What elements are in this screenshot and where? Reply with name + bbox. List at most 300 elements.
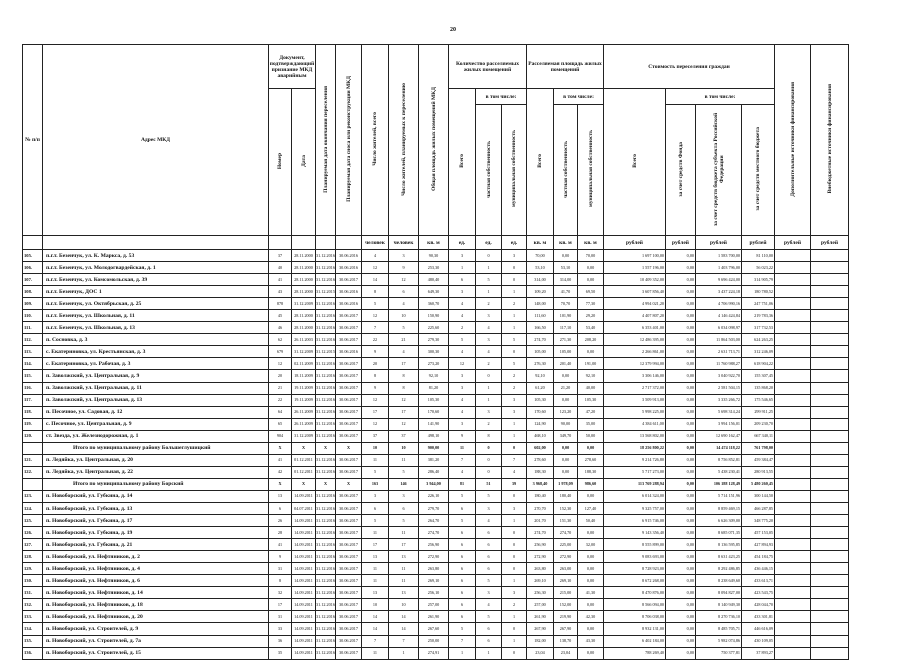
rooms-municipal-cell: 3: [502, 394, 527, 406]
planned-demolition-cell: 30.06.2017: [336, 527, 362, 539]
unit: ед.: [476, 236, 502, 250]
doc-date-cell: 14.09.2011: [292, 587, 316, 599]
area-municipal-cell: 29,20: [578, 310, 604, 322]
doc-date-cell: 28.11.2000: [292, 310, 316, 322]
residents-cell: 4: [362, 250, 389, 262]
area-municipal-cell: 188,30: [578, 466, 604, 478]
nonbudget-cell: [811, 647, 849, 659]
cost-fund-cell: 0,00: [666, 539, 696, 551]
residents-planned-cell: 7: [389, 635, 419, 647]
doc-number-cell: 6: [269, 502, 292, 514]
address-cell: п. Заволжский, ул. Центральная, д. 13: [43, 394, 269, 406]
cost-local-cell: 428 044,70: [742, 599, 775, 611]
planned-demolition-cell: 30.06.2017: [336, 490, 362, 502]
residents-planned-cell: 17: [389, 539, 419, 551]
rooms-total-cell: 4: [449, 466, 476, 478]
rooms-private-cell: 3: [476, 406, 502, 418]
address-cell: п.г.т. Безенчук, ул. Молодогвардейская, д. 1: [43, 262, 269, 274]
area-private-cell: 101,90: [554, 310, 578, 322]
cost-regional-cell: 4 706 990,16: [696, 298, 742, 310]
address-cell: Итого по муниципальному району Большеглушицкий: [43, 442, 269, 454]
doc-number-cell: 41: [269, 454, 292, 466]
rooms-municipal-cell: 1: [502, 286, 527, 298]
cost-regional-cell: 750 377,81: [696, 647, 742, 659]
table-row: [23, 418, 849, 430]
additional-cell: [775, 611, 811, 623]
cost-total-cell: 18 256 800,22: [604, 442, 666, 454]
cost-total-cell: 1 697 100,00: [604, 250, 666, 262]
rooms-private-cell: 4: [476, 346, 502, 358]
col-rooms-private: частная собственность: [485, 140, 492, 198]
residents-planned-cell: 14: [389, 611, 419, 623]
address-cell: п. Сосновка, д. 3: [43, 334, 269, 346]
nonbudget-cell: [811, 502, 849, 514]
cost-local-cell: 423 543,75: [742, 587, 775, 599]
additional-cell: [775, 394, 811, 406]
doc-number-cell: 878: [269, 298, 292, 310]
total-area-cell: 279,70: [419, 502, 449, 514]
residents-cell: 14: [362, 611, 389, 623]
doc-number-cell: 679: [269, 346, 292, 358]
residents-planned-cell: 6: [389, 286, 419, 298]
cost-local-cell: 81 110,00: [742, 250, 775, 262]
rooms-municipal-cell: 1: [502, 515, 527, 527]
rooms-private-cell: 1: [476, 382, 502, 394]
total-row: [23, 442, 849, 454]
rooms-total-cell: 7: [449, 454, 476, 466]
nonbudget-cell: [811, 515, 849, 527]
rooms-total-cell: 5: [449, 490, 476, 502]
rooms-private-cell: 0: [476, 466, 502, 478]
area-municipal-cell: 40,00: [578, 382, 604, 394]
doc-number-cell: 62: [269, 334, 292, 346]
nonbudget-cell: [811, 298, 849, 310]
planned-demolition-cell: 30.06.2016: [336, 286, 362, 298]
residents-planned-cell: 8: [389, 370, 419, 382]
additional-cell: [775, 623, 811, 635]
rooms-municipal-cell: 3: [502, 250, 527, 262]
planned-demolition-cell: 30.06.2016: [336, 298, 362, 310]
doc-number-cell: 13: [269, 490, 292, 502]
area-private-cell: 70,70: [554, 298, 578, 310]
doc-number-cell: 35: [269, 647, 292, 659]
row-number-cell: 117.: [23, 394, 43, 406]
planned-demolition-cell: 30.06.2017: [336, 611, 362, 623]
cost-regional-cell: 1 583 700,00: [696, 250, 742, 262]
area-municipal-cell: 208,20: [578, 334, 604, 346]
residents-planned-cell: 9: [389, 262, 419, 274]
unit: рублей: [604, 236, 666, 250]
planned-end-cell: 31.12.2016: [316, 611, 336, 623]
address-cell: п.г.т. Безенчук, ул. К. Маркса, д. 53: [43, 250, 269, 262]
area-total-cell: 274,70: [527, 527, 554, 539]
rooms-total-cell: 7: [449, 635, 476, 647]
residents-planned-cell: 5: [389, 466, 419, 478]
rooms-municipal-cell: 0: [502, 274, 527, 286]
residents-cell: 8: [362, 286, 389, 298]
cost-local-cell: 667 340,11: [742, 430, 775, 442]
cost-total-cell: 2 717 372,00: [604, 382, 666, 394]
doc-number-cell: 8: [269, 575, 292, 587]
row-number-cell: 124.: [23, 502, 43, 514]
cost-regional-cell: 6 626 309,00: [696, 515, 742, 527]
cost-fund-cell: 0,00: [666, 334, 696, 346]
planned-demolition-cell: 30.06.2017: [336, 274, 362, 286]
additional-cell: [775, 430, 811, 442]
rooms-total-cell: 6: [449, 587, 476, 599]
nonbudget-cell: [811, 394, 849, 406]
residents-cell: 12: [362, 310, 389, 322]
table-row: [23, 262, 849, 274]
planned-end-cell: 31.12.2016: [316, 274, 336, 286]
cost-regional-cell: 5 438 230,41: [696, 466, 742, 478]
planned-demolition-cell: 30.06.2017: [336, 334, 362, 346]
unit: кв. м: [554, 236, 578, 250]
total-area-cell: 273,20: [419, 358, 449, 370]
doc-date-cell: 14.09.2011: [292, 635, 316, 647]
table-row: [23, 406, 849, 418]
cost-regional-cell: 5 714 151,96: [696, 490, 742, 502]
cost-local-cell: 427 894,93: [742, 539, 775, 551]
cost-total-cell: 6 915 746,00: [604, 515, 666, 527]
cost-total-cell: 788 269,40: [604, 647, 666, 659]
doc-number-cell: 65: [269, 418, 292, 430]
nonbudget-cell: [811, 551, 849, 563]
planned-end-cell: 31.12.2016: [316, 502, 336, 514]
col-document: Документ, подтверждающий признание МКД аварийным: [269, 45, 316, 89]
rooms-private-cell: 6: [476, 563, 502, 575]
table-row: [23, 298, 849, 310]
col-cost-total: Всего: [631, 154, 638, 168]
col-cost-regional: за счет средств бюджета субъекта Российской Федерации: [712, 112, 725, 226]
cost-fund-cell: 0,00: [666, 647, 696, 659]
table-row: [23, 623, 849, 635]
residents-planned-cell: 12: [389, 394, 419, 406]
cost-total-cell: 4 384 611,00: [604, 418, 666, 430]
address-cell: п. Ледяйка, ул. Центральная, д. 22: [43, 466, 269, 478]
rooms-municipal-cell: 4: [502, 466, 527, 478]
area-total-cell: 148,00: [527, 298, 554, 310]
cost-regional-cell: 1 403 796,00: [696, 262, 742, 274]
cost-local-cell: 618 904,22: [742, 358, 775, 370]
cost-fund-cell: 0,00: [666, 587, 696, 599]
address-cell: с. Песочное, ул. Центральная, д. 9: [43, 418, 269, 430]
nonbudget-cell: [811, 623, 849, 635]
residents-planned-cell: 12: [389, 418, 419, 430]
rooms-private-cell: 0: [476, 370, 502, 382]
rooms-private-cell: 3: [476, 310, 502, 322]
doc-number-cell: 40: [269, 262, 292, 274]
col-area-municipal: муниципальная собственность: [587, 130, 594, 208]
table-row: [23, 587, 849, 599]
row-number-cell: 125.: [23, 515, 43, 527]
col-nonbudget: Внебюджетные источники финансирования: [826, 84, 833, 194]
unit: рублей: [696, 236, 742, 250]
rooms-municipal-cell: 3: [502, 406, 527, 418]
cost-local-cell: 430 109,05: [742, 635, 775, 647]
residents-cell: 9: [362, 346, 389, 358]
table-row: [23, 551, 849, 563]
additional-cell: [775, 406, 811, 418]
planned-demolition-cell: 30.06.2017: [336, 647, 362, 659]
address-cell: п. Новоборский, ул. Нефтяников, д. 18: [43, 599, 269, 611]
table-row: [23, 310, 849, 322]
planned-end-cell: X: [316, 442, 336, 454]
total-row: [23, 478, 849, 490]
planned-demolition-cell: 30.06.2017: [336, 394, 362, 406]
cost-total-cell: 3 306 146,00: [604, 370, 666, 382]
planned-demolition-cell: 30.06.2017: [336, 587, 362, 599]
area-total-cell: 267,90: [527, 623, 554, 635]
table-row: [23, 430, 849, 442]
rooms-private-cell: 5: [476, 274, 502, 286]
planned-end-cell: 31.12.2016: [316, 623, 336, 635]
nonbudget-cell: [811, 478, 849, 490]
unit: человек: [362, 236, 389, 250]
address-cell: п. Новоборский, ул. Губкина, д. 19: [43, 527, 269, 539]
cost-regional-cell: 3 994 156,01: [696, 418, 742, 430]
planned-end-cell: 31.12.2016: [316, 406, 336, 418]
cost-fund-cell: 0,00: [666, 250, 696, 262]
total-area-cell: 256,90: [419, 539, 449, 551]
doc-date-cell: 31.12.2009: [292, 298, 316, 310]
nonbudget-cell: [811, 286, 849, 298]
unit: кв. м: [527, 236, 554, 250]
row-number-cell: 132.: [23, 599, 43, 611]
additional-cell: [775, 599, 811, 611]
unit: ед.: [449, 236, 476, 250]
residents-planned-cell: 8: [389, 382, 419, 394]
cost-total-cell: 9 325 757,00: [604, 502, 666, 514]
planned-end-cell: 31.12.2016: [316, 250, 336, 262]
address-cell: п. Новоборский, ул. Строителей, д. 9: [43, 623, 269, 635]
planned-end-cell: 31.12.2015: [316, 346, 336, 358]
rooms-municipal-cell: 0: [502, 551, 527, 563]
rooms-private-cell: 1: [476, 394, 502, 406]
nonbudget-cell: [811, 370, 849, 382]
cost-regional-cell: 6 034 098,97: [696, 322, 742, 334]
area-private-cell: 274,70: [554, 527, 578, 539]
area-total-cell: 23,04: [527, 647, 554, 659]
area-private-cell: 225,00: [554, 539, 578, 551]
area-total-cell: 70,00: [527, 250, 554, 262]
area-municipal-cell: 0,00: [578, 346, 604, 358]
cost-fund-cell: 0,00: [666, 418, 696, 430]
cost-local-cell: 433 301,81: [742, 611, 775, 623]
planned-end-cell: 31.12.2016: [316, 466, 336, 478]
planned-demolition-cell: 30.06.2017: [336, 539, 362, 551]
cost-total-cell: 8 566 094,00: [604, 599, 666, 611]
doc-date-cell: 14.09.2011: [292, 611, 316, 623]
residents-cell: 7: [362, 635, 389, 647]
cost-fund-cell: 0,00: [666, 635, 696, 647]
row-number-cell: 114.: [23, 358, 43, 370]
rooms-municipal-cell: 1: [502, 322, 527, 334]
doc-date-cell: 04.07.2011: [292, 502, 316, 514]
additional-cell: [775, 442, 811, 454]
cost-total-cell: 5 998 225,00: [604, 406, 666, 418]
rooms-municipal-cell: 0: [502, 527, 527, 539]
doc-number-cell: 20: [269, 370, 292, 382]
planned-end-cell: 31.12.2016: [316, 454, 336, 466]
nonbudget-cell: [811, 322, 849, 334]
cost-fund-cell: 0,00: [666, 286, 696, 298]
col-rooms-in-that: в том числе:: [476, 89, 527, 105]
cost-fund-cell: 0,00: [666, 382, 696, 394]
doc-number-cell: 31: [269, 563, 292, 575]
doc-date-cell: X: [292, 478, 316, 490]
residents-cell: 163: [362, 478, 389, 490]
planned-demolition-cell: 30.06.2017: [336, 563, 362, 575]
cost-regional-cell: 8 756 852,81: [696, 454, 742, 466]
rooms-private-cell: 6: [476, 623, 502, 635]
residents-planned-cell: 21: [389, 334, 419, 346]
planned-demolition-cell: 30.06.2017: [336, 310, 362, 322]
planned-demolition-cell: X: [336, 442, 362, 454]
cost-fund-cell: 0,00: [666, 515, 696, 527]
col-doc-number: Номер: [277, 152, 283, 170]
address-cell: п. Новоборский, ул. Нефтяников, д. 2: [43, 551, 269, 563]
additional-cell: [775, 563, 811, 575]
area-municipal-cell: 0,00: [578, 527, 604, 539]
nonbudget-cell: [811, 334, 849, 346]
planned-demolition-cell: 30.06.2017: [336, 575, 362, 587]
cost-total-cell: 8 672 268,00: [604, 575, 666, 587]
doc-date-cell: 01.12.2011: [292, 466, 316, 478]
col-residents-planned: Число жителей, планируемых к переселению: [400, 82, 407, 196]
nonbudget-cell: [811, 418, 849, 430]
area-municipal-cell: 47,20: [578, 406, 604, 418]
area-private-cell: 105,00: [554, 346, 578, 358]
planned-end-cell: 31.12.2016: [316, 334, 336, 346]
rooms-municipal-cell: 2: [502, 599, 527, 611]
area-municipal-cell: 278,60: [578, 454, 604, 466]
nonbudget-cell: [811, 635, 849, 647]
total-area-cell: 381,20: [419, 454, 449, 466]
rooms-municipal-cell: 7: [502, 454, 527, 466]
cost-total-cell: 4 407 807,20: [604, 310, 666, 322]
cost-total-cell: 3 607 856,40: [604, 286, 666, 298]
row-number-cell: 126.: [23, 527, 43, 539]
rooms-municipal-cell: 5: [502, 334, 527, 346]
total-area-cell: 360,70: [419, 298, 449, 310]
planned-end-cell: 31.12.2016: [316, 515, 336, 527]
cost-regional-cell: 8 140 949,30: [696, 599, 742, 611]
area-total-cell: 180,40: [527, 490, 554, 502]
area-private-cell: 0,00: [554, 250, 578, 262]
rooms-municipal-cell: 0: [502, 647, 527, 659]
total-area-cell: 257,00: [419, 599, 449, 611]
row-number-cell: 118.: [23, 406, 43, 418]
area-total-cell: 105,00: [527, 346, 554, 358]
additional-cell: [775, 418, 811, 430]
doc-date-cell: 14.09.2011: [292, 647, 316, 659]
planned-end-cell: 31.12.2016: [316, 635, 336, 647]
residents-cell: 12: [362, 418, 389, 430]
rooms-private-cell: 2: [476, 298, 502, 310]
additional-cell: [775, 551, 811, 563]
residents-planned-cell: 146: [389, 478, 419, 490]
address-cell: Итого по муниципальному району Борский: [43, 478, 269, 490]
planned-end-cell: 31.12.2016: [316, 358, 336, 370]
area-municipal-cell: 0,00: [578, 274, 604, 286]
doc-number-cell: 17: [269, 599, 292, 611]
row-number-cell: 130.: [23, 575, 43, 587]
cost-fund-cell: 0,00: [666, 623, 696, 635]
rooms-private-cell: 1: [476, 647, 502, 659]
nonbudget-cell: [811, 406, 849, 418]
col-cost-group: Стоимость переселения граждан: [604, 45, 775, 89]
area-private-cell: 314,00: [554, 274, 578, 286]
col-address: Адрес МКД: [43, 45, 269, 236]
col-planned-end: Планируемая дата окончания переселения: [322, 85, 329, 193]
row-number-cell: [23, 478, 43, 490]
total-area-cell: 300,30: [419, 346, 449, 358]
table-row: [23, 454, 849, 466]
doc-date-cell: 02.11.2009: [292, 358, 316, 370]
row-number-cell: 113.: [23, 346, 43, 358]
doc-number-cell: 43: [269, 286, 292, 298]
residents-cell: 22: [362, 334, 389, 346]
planned-end-cell: X: [316, 478, 336, 490]
row-number-cell: 134.: [23, 623, 43, 635]
rooms-private-cell: 2: [476, 418, 502, 430]
area-municipal-cell: 50,40: [578, 515, 604, 527]
rooms-total-cell: 81: [449, 478, 476, 490]
row-number-cell: 105.: [23, 250, 43, 262]
residents-cell: 20: [362, 358, 389, 370]
rooms-total-cell: 6: [449, 551, 476, 563]
table-row: [23, 527, 849, 539]
cost-fund-cell: 0,00: [666, 442, 696, 454]
nonbudget-cell: [811, 346, 849, 358]
rooms-total-cell: 9: [449, 430, 476, 442]
area-private-cell: 201,40: [554, 358, 578, 370]
doc-number-cell: 41: [269, 274, 292, 286]
residents-cell: 17: [362, 539, 389, 551]
unit: кв. м: [578, 236, 604, 250]
rooms-municipal-cell: 39: [502, 478, 527, 490]
cost-total-cell: 2 266 861,00: [604, 346, 666, 358]
nonbudget-cell: [811, 539, 849, 551]
residents-planned-cell: 11: [389, 563, 419, 575]
area-private-cell: 0,00: [554, 466, 578, 478]
table-row: [23, 358, 849, 370]
area-total-cell: 170,60: [527, 406, 554, 418]
address-cell: п. Новоборский, ул. Строителей, д. 15: [43, 647, 269, 659]
cost-total-cell: 4 994 021,20: [604, 298, 666, 310]
total-area-cell: 92,10: [419, 370, 449, 382]
planned-end-cell: 31.12.2016: [316, 310, 336, 322]
address-cell: п. Новоборский, ул. Губкина, д. 17: [43, 515, 269, 527]
residents-planned-cell: 10: [389, 599, 419, 611]
address-cell: п. Новоборский, ул. Губкина, д. 13: [43, 502, 269, 514]
planned-end-cell: 31.12.2015: [316, 286, 336, 298]
planned-demolition-cell: 30.06.2017: [336, 382, 362, 394]
residents-planned-cell: 5: [389, 515, 419, 527]
rooms-municipal-cell: 0: [502, 539, 527, 551]
rooms-total-cell: 6: [449, 611, 476, 623]
doc-number-cell: 26: [269, 515, 292, 527]
total-area-cell: 261,90: [419, 611, 449, 623]
table-row: [23, 370, 849, 382]
cost-total-cell: 9 083 693,00: [604, 551, 666, 563]
table-row: [23, 322, 849, 334]
rooms-total-cell: 11: [449, 442, 476, 454]
total-area-cell: 3 944,00: [419, 478, 449, 490]
planned-demolition-cell: 30.06.2017: [336, 502, 362, 514]
area-total-cell: 278,60: [527, 454, 554, 466]
